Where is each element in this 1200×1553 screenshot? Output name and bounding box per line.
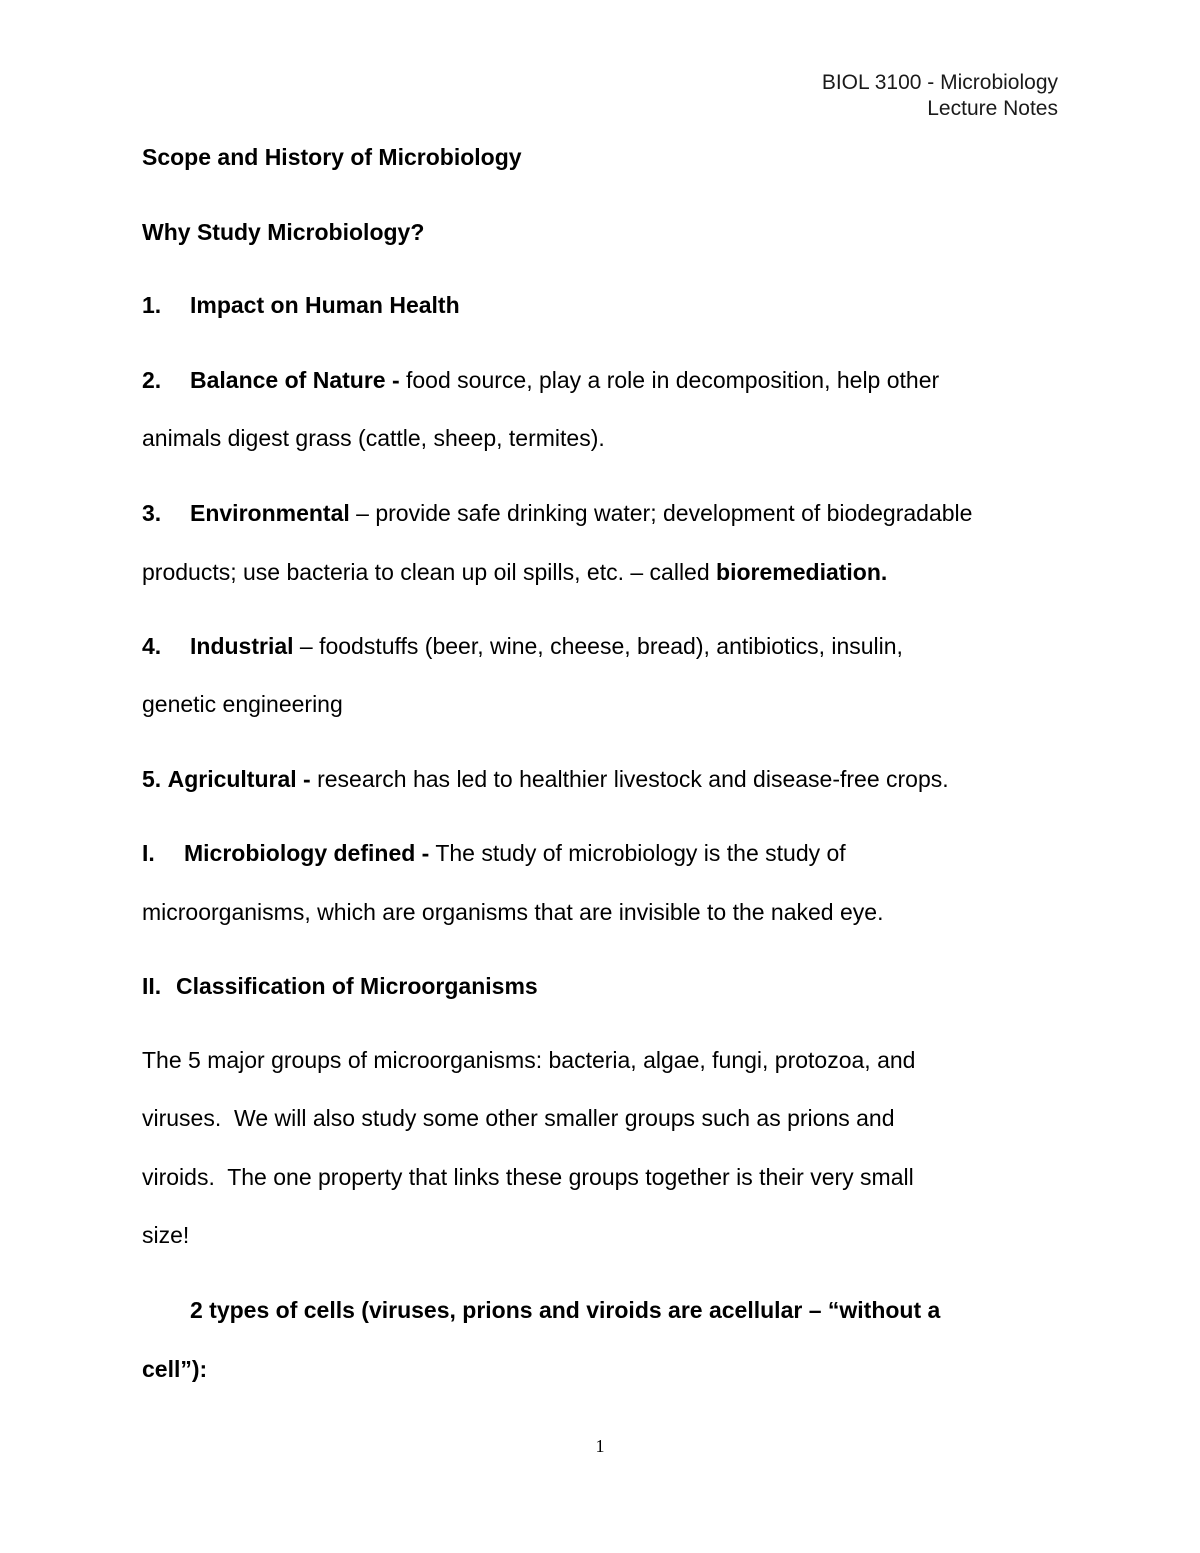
section-1 [142, 839, 846, 867]
why-study-heading: Why Study Microbiology? [142, 219, 425, 245]
list-item-number: 2. [142, 367, 162, 393]
paragraph-line-3: viroids. The one property that links these groups together is their very small [142, 1164, 914, 1190]
list-item-text: research has led to healthier livestock and disease-free crops. [310, 766, 949, 792]
cell-types-heading-line-2: cell”): [142, 1356, 208, 1382]
list-item-4 [142, 632, 903, 660]
section-text: The study of microbiology is the study of [429, 840, 846, 866]
list-item-3-continuation [142, 558, 887, 586]
paragraph-line-1: The 5 major groups of microorganisms: bacteria, algae, fungi, protozoa, and [142, 1047, 916, 1073]
list-item-heading: Industrial [190, 633, 294, 659]
page-header [822, 70, 1058, 122]
bioremediation-term: bioremediation. [716, 559, 888, 585]
course-title: BIOL 3100 - Microbiology [821, 71, 1058, 94]
list-item-text: – foodstuffs (beer, wine, cheese, bread), antibiotics, insulin, [293, 633, 903, 659]
list-item-heading: Environmental [190, 500, 350, 526]
header-subtitle: Lecture Notes [927, 97, 1058, 120]
section-2 [142, 972, 538, 1000]
list-item-number: 4. [142, 633, 162, 659]
list-item-3 [142, 499, 972, 527]
page-number: 1 [595, 1436, 605, 1456]
list-item-2 [142, 366, 939, 394]
list-item-heading: Balance of Nature - [190, 367, 400, 393]
list-item-heading: Agricultural - [167, 766, 311, 792]
cell-types-heading-line-1: 2 types of cells (viruses, prions and viroids are acellular – “without a [190, 1297, 941, 1323]
paragraph-line-4: size! [142, 1222, 190, 1248]
list-item-5 [142, 765, 949, 793]
list-item-text: food source, play a role in decomposition, help other [399, 367, 940, 393]
list-item-number: 3. [142, 500, 162, 526]
section-number: II. [142, 973, 162, 999]
list-item-1 [142, 291, 460, 319]
paragraph-line-2: viruses. We will also study some other smaller groups such as prions and [142, 1105, 895, 1131]
list-item-4-continuation: genetic engineering [142, 691, 343, 717]
list-item-number: 1. [142, 292, 162, 318]
section-number: I. [142, 840, 155, 866]
list-item-2-continuation: animals digest grass (cattle, sheep, termites). [142, 425, 605, 451]
document-title: Scope and History of Microbiology [142, 144, 522, 170]
section-1-continuation: microorganisms, which are organisms that are invisible to the naked eye. [142, 899, 884, 925]
list-item-number: 5. [142, 766, 162, 792]
list-item-heading: Impact on Human Health [190, 292, 460, 318]
list-item-text: – provide safe drinking water; development of biodegradable [349, 500, 973, 526]
section-heading: Microbiology defined - [184, 840, 430, 866]
list-item-text: products; use bacteria to clean up oil spills, etc. – called [142, 559, 717, 585]
section-heading: Classification of Microorganisms [176, 973, 538, 999]
